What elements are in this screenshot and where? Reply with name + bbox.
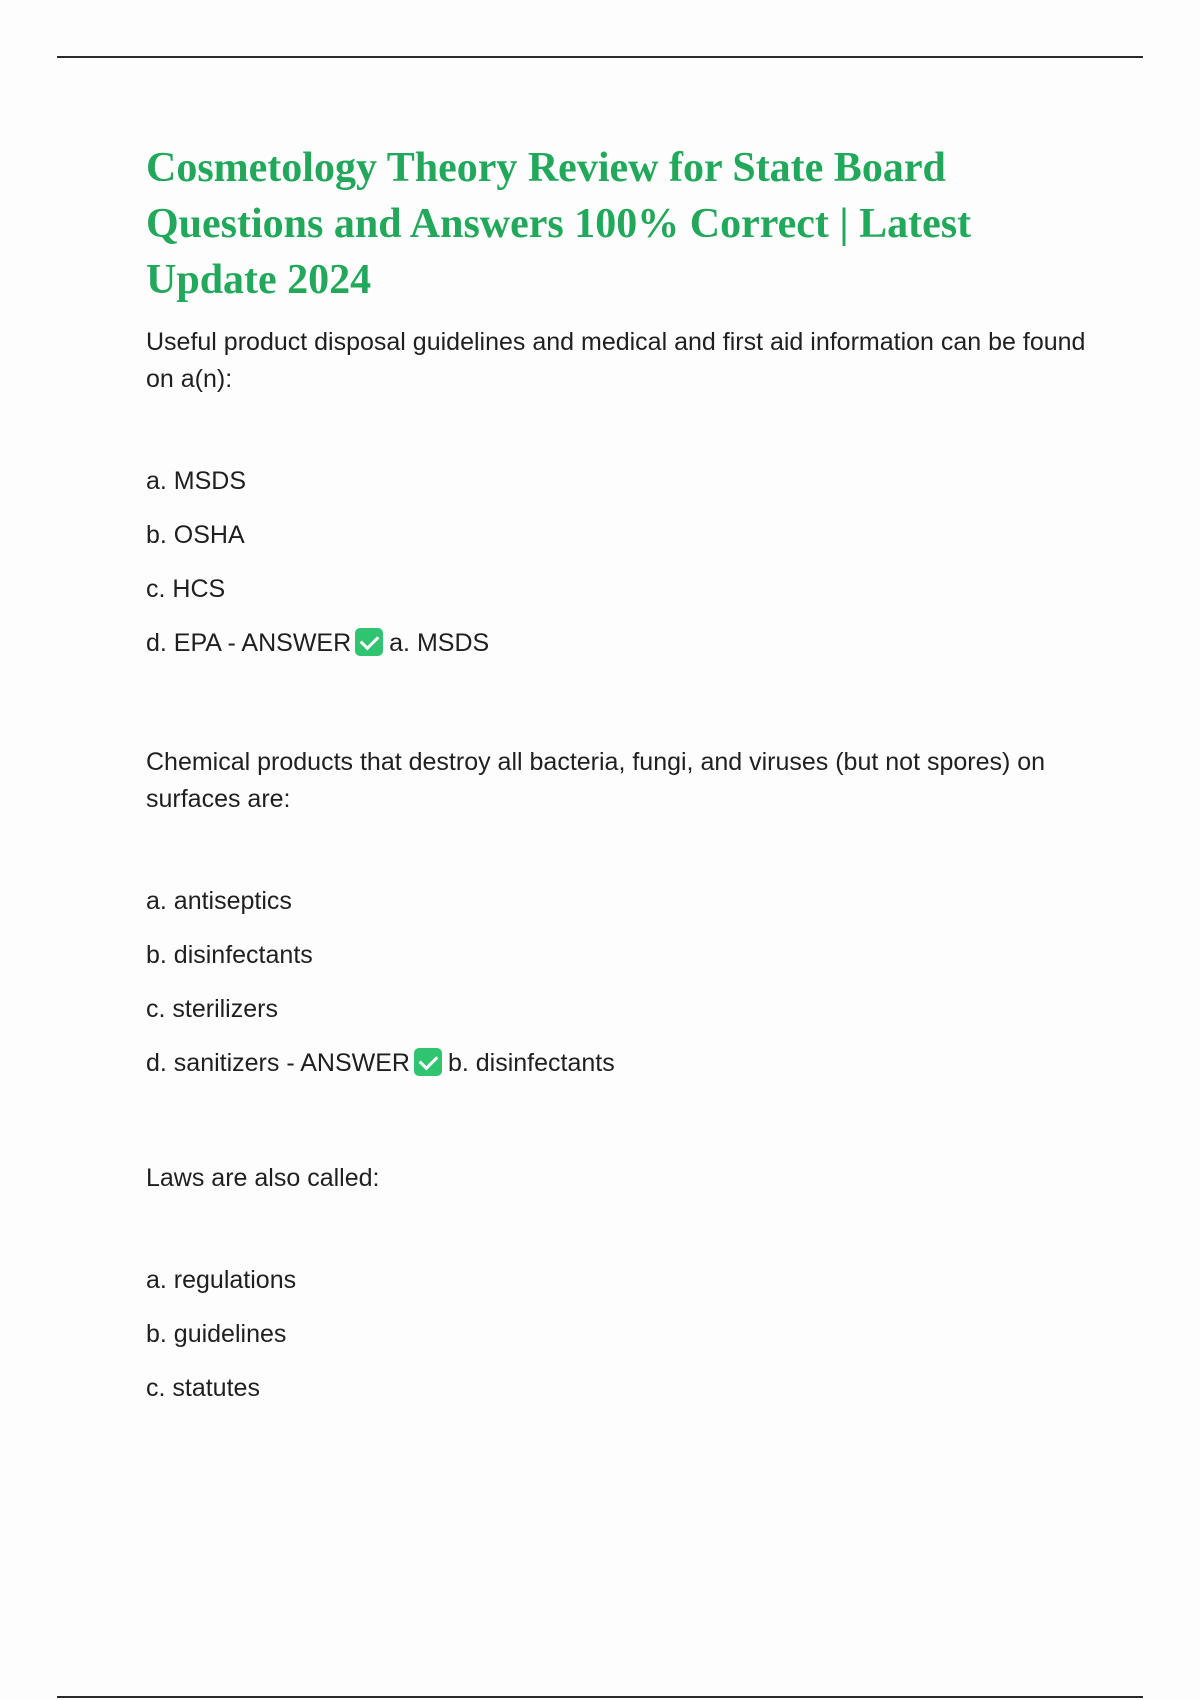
- answer-text: b. disinfectants: [447, 1049, 615, 1077]
- document-body: [146, 140, 1096, 1425]
- answer-text: a. MSDS: [389, 629, 490, 657]
- option-label: d. EPA - ANSWER: [146, 629, 352, 657]
- question-3-prompt: Laws are also called:: [146, 1164, 380, 1192]
- option-label: d. sanitizers - ANSWER: [146, 1049, 410, 1077]
- check-icon: [414, 1048, 442, 1076]
- bottom-divider: [57, 1696, 1143, 1698]
- question-3-options: [146, 1263, 1096, 1405]
- option-item: b. disinfectants: [146, 941, 313, 969]
- option-item: a. MSDS: [146, 467, 247, 495]
- option-item: b. guidelines: [146, 1320, 287, 1348]
- option-item: c. HCS: [146, 575, 226, 603]
- question-2-options: [146, 884, 1096, 1080]
- option-item: a. regulations: [146, 1266, 297, 1294]
- option-item: a. antiseptics: [146, 887, 292, 915]
- option-item: c. statutes: [146, 1374, 260, 1402]
- question-2-prompt: Chemical products that destroy all bacteria, fungi, and viruses (but not spores) on surfaces are:: [146, 748, 1046, 813]
- top-divider: [57, 56, 1143, 58]
- document-title: Cosmetology Theory Review for State Board Questions and Answers 100% Correct | Latest Update 2024: [146, 145, 972, 303]
- option-item: c. sterilizers: [146, 995, 278, 1023]
- check-icon: [355, 628, 383, 656]
- question-1-options: [146, 464, 1096, 660]
- option-item-with-answer: [146, 626, 1096, 660]
- question-1-prompt: Useful product disposal guidelines and medical and first aid information can be found on a(n):: [146, 328, 1086, 393]
- option-item-with-answer: [146, 1046, 1096, 1080]
- option-item: b. OSHA: [146, 521, 245, 549]
